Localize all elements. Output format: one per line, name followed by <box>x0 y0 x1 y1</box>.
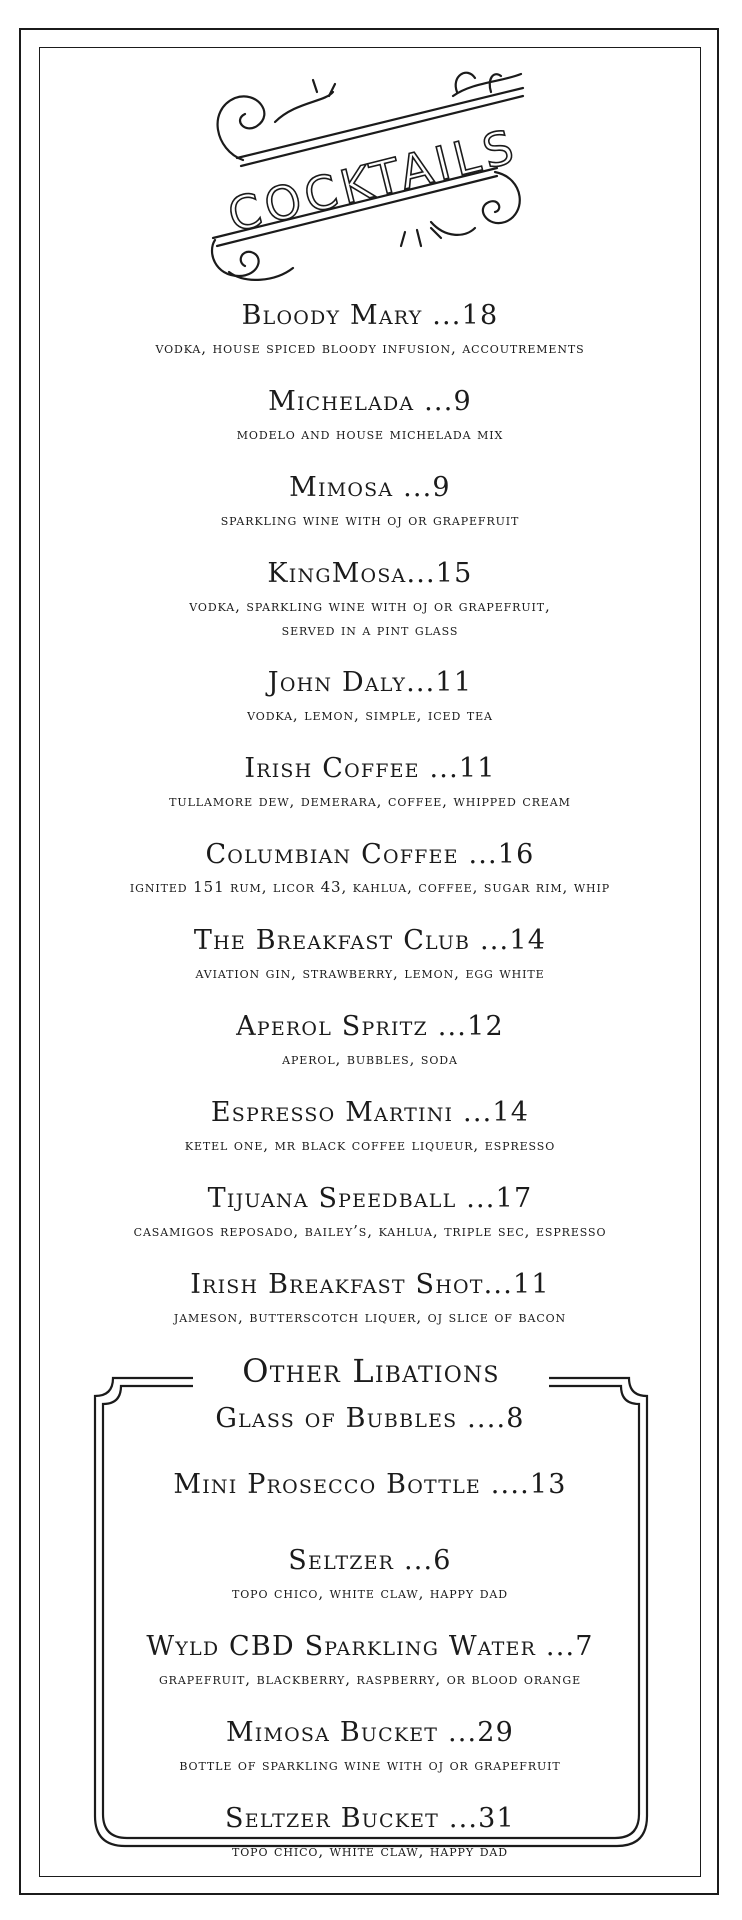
item-name: Wyld CBD Sparkling Water ...7 <box>146 1631 594 1662</box>
item-name: Tijuana Speedball ...17 <box>207 1183 533 1214</box>
menu-item <box>39 1183 701 1269</box>
item-description: jameson, butterscotch liquer, oj slice of bacon <box>173 1308 567 1326</box>
menu-item <box>39 558 701 667</box>
item-description: bottle of sparkling wine with oj or grapefruit <box>179 1756 561 1774</box>
logo-title: COCKTAILS <box>222 118 524 243</box>
item-description: vodka, lemon, simple, iced tea <box>247 706 493 724</box>
menu-item <box>39 472 701 558</box>
item-description: grapefruit, blackberry, raspberry, or blood orange <box>158 1670 582 1688</box>
item-name: Mini Prosecco Bottle ....13 <box>173 1469 567 1500</box>
item-description-line-2: served in a pint glass <box>281 621 459 639</box>
item-name: Bloody Mary ...18 <box>241 300 499 331</box>
item-description: ignited 151 rum, licor 43, kahlua, coffee, sugar rim, whip <box>129 878 611 896</box>
item-description: modelo and house michelada mix <box>236 425 504 443</box>
menu-item <box>39 667 701 753</box>
item-name: Seltzer Bucket ...31 <box>225 1803 515 1834</box>
menu-item <box>39 1803 701 1889</box>
libations-title: Other Libations <box>242 1352 500 1390</box>
item-description: ketel one, mr black coffee liqueur, espresso <box>184 1136 556 1154</box>
item-name: Aperol Spritz ...12 <box>236 1011 504 1042</box>
menu-item <box>39 386 701 472</box>
item-name: Seltzer ...6 <box>288 1545 452 1576</box>
item-name: Mimosa Bucket ...29 <box>225 1717 515 1748</box>
item-description: aviation gin, strawberry, lemon, egg white <box>195 964 545 982</box>
item-description: aperol, bubbles, soda <box>282 1050 458 1068</box>
item-description: casamigos reposado, bailey’s, kahlua, triple sec, espresso <box>133 1222 607 1240</box>
item-name: Espresso Martini ...14 <box>210 1097 530 1128</box>
menu-item <box>39 1469 701 1545</box>
menu-item <box>39 839 701 925</box>
libations-menu <box>39 1403 701 1889</box>
item-name: The Breakfast Club ...14 <box>193 925 547 956</box>
item-description: sparkling wine with oj or grapefruit <box>220 511 520 529</box>
menu-item <box>39 1545 701 1631</box>
item-description: vodka, house spiced bloody infusion, accoutrements <box>155 339 585 357</box>
menu-item <box>39 1631 701 1717</box>
cocktails-banner <box>205 62 535 292</box>
menu-item <box>39 753 701 839</box>
item-name: Mimosa ...9 <box>289 472 451 503</box>
item-name: KingMosa...15 <box>267 558 473 589</box>
menu-item <box>39 1011 701 1097</box>
menu-item <box>39 1269 701 1355</box>
item-description: topo chico, white claw, happy dad <box>232 1842 508 1860</box>
menu-item <box>39 1097 701 1183</box>
menu-item <box>39 300 701 386</box>
item-name: Irish Coffee ...11 <box>244 753 496 784</box>
menu-item <box>39 1403 701 1469</box>
item-description: topo chico, white claw, happy dad <box>232 1584 508 1602</box>
item-name: Michelada ...9 <box>268 386 472 417</box>
menu-item <box>39 925 701 1011</box>
cocktails-logo <box>205 62 535 292</box>
menu-item <box>39 1717 701 1803</box>
item-description: tullamore dew, demerara, coffee, whipped cream <box>169 792 571 810</box>
cocktails-menu <box>39 300 701 1355</box>
item-name: Glass of Bubbles ....8 <box>215 1403 525 1434</box>
item-name: Irish Breakfast Shot...11 <box>190 1269 550 1300</box>
item-name: John Daly...11 <box>267 667 473 698</box>
item-description: vodka, sparkling wine with oj or grapefruit, <box>189 597 551 615</box>
item-name: Columbian Coffee ...16 <box>205 839 535 870</box>
